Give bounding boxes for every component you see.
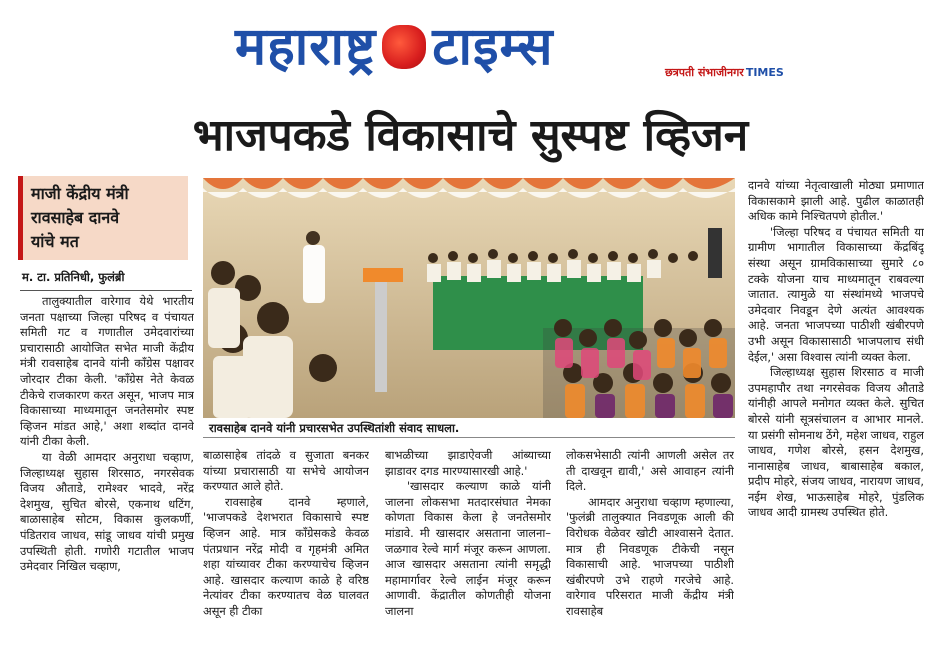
paragraph: या वेळी आमदार अनुराधा चव्हाण, जिल्हाध्यक्ष सुहास शिरसाठ, नगरसेवक विजय औताडे, रामेश्वर भादवे, नरेंद्र देशमुख, सुचित बोरसे, एकनाथ धटिंग, बाळासाहेब सोटम, विकास कुलकर्णी, पंडितराव जाधव, सांडू जाधव यांची प्रमुख उपस्थिती होती. गणोरी गटातील भाजप उमेदवार निखिल चव्हाण, xyxy=(20,449,194,574)
article-kicker xyxy=(18,176,188,260)
paragraph: दानवे यांच्या नेतृत्वाखाली मोठ्या प्रमाणात विकासकामे झाली आहे. पुढील काळातही अधिक कामे निश्चितपणे होतील.' xyxy=(748,178,924,224)
article-photo xyxy=(203,178,735,418)
article-column-5 xyxy=(748,178,924,642)
photo-illustration xyxy=(203,178,735,418)
masthead-title xyxy=(235,8,655,78)
kicker-line: रावसाहेब दानवे xyxy=(31,208,120,227)
paragraph: तालुक्यातील वारेगाव येथे भारतीय जनता पक्षाच्या जिल्हा परिषद व पंचायत समिती गट व गणातील उमेदवारांच्या प्रचारासाठी आयोजित सभेत माजी केंद्रीय मंत्री रावसाहेब दानवे यांनी काँग्रेस पक्षावर जोरदार टीका केली. 'काँग्रेस नेते केवळ टीकेचे राजकारण करत असून, भाजप मात्र विकासाच्या माध्यमातून जनतेसमोर स्पष्ट व्हिजन मांडत आहे,' अशा शब्दांत दानवे यांनी टीका केली. xyxy=(20,294,194,449)
kicker-line: यांचे मत xyxy=(31,232,79,251)
masthead xyxy=(0,0,941,100)
paragraph: जिल्हाध्यक्ष सुहास शिरसाठ व माजी उपमहापौर तथा नगरसेवक विजय औताडे यांनीही आपले मनोगत व्यक्त केले. सुचित बोरसे यांनी सूत्रसंचालन व आभार मानले. या प्रसंगी सोमनाथ ठेंगे, महेश जाधव, राहुल जाधव, गणेश बोरसे, हसन देशमुख, नानासाहेब जाधव, बाबासाहेब बकाल, प्रदीप मोहरे, संजय जाधव, नारायण जाधव, नईम शेख, भाऊसाहेब मोहरे, पुंडलिक जाधव आदी ग्रामस्थ उपस्थित होते. xyxy=(748,365,924,520)
article-column-2 xyxy=(203,448,369,642)
paragraph: बाळासाहेब तांदळे व सुजाता बनकर यांच्या प्रचारासाठी या सभेचे आयोजन करण्यात आले होते. xyxy=(203,448,369,494)
article-byline: म. टा. प्रतिनिधी, फुलंब्री xyxy=(22,270,125,284)
masthead-logo-icon xyxy=(382,25,426,69)
kicker-line: माजी केंद्रीय मंत्री xyxy=(31,184,129,203)
paragraph: लोकसभेसाठी त्यांनी आणली असेल तर ती दाखवून द्यावी,' असे आवाहन त्यांनी दिले. xyxy=(566,448,734,494)
masthead-title-left: महाराष्ट्र xyxy=(235,15,377,77)
paragraph: बाभळीच्या झाडाऐवजी आंब्याच्या झाडावर दगड मारण्यासारखी आहे.' xyxy=(385,448,551,478)
masthead-edition xyxy=(665,64,850,82)
byline-divider xyxy=(20,290,192,291)
edition-city: छत्रपती संभाजीनगर xyxy=(665,66,744,79)
photo-caption: रावसाहेब दानवे यांनी प्रचारसभेत उपस्थितांशी संवाद साधला. xyxy=(203,418,735,438)
edition-suffix: TIMES xyxy=(745,66,784,79)
article-column-1 xyxy=(20,294,194,642)
paragraph: रावसाहेब दानवे म्हणाले, 'भाजपकडे देशभरात विकासाचे स्पष्ट व्हिजन आहे. मात्र काँग्रेसकडे केवळ पंतप्रधान नरेंद्र मोदी व गृहमंत्री अमित शहा यांच्यावर टीका करण्याचेच व्हिजन आहे. खासदार कल्याण काळे हे वरिष्ठ नेत्यांवर टीका करण्यातच वेळ घालवत असून ही टीका xyxy=(203,494,369,618)
masthead-title-right: टाइम्स xyxy=(432,15,554,77)
article-column-3 xyxy=(385,448,551,642)
paragraph: आमदार अनुराधा चव्हाण म्हणाल्या, 'फुलंब्री तालुक्यात निवडणूक आली की विरोधक वेळेवर खोटी आश्वासने देतात. मात्र ही निवडणूक टीकेची नसून विकासाची आहे. भाजपच्या पाठीशी खंबीरपणे उभे राहणे गरजेचे आहे. वारेगाव परिसरात माजी केंद्रीय मंत्री रावसाहेब xyxy=(566,494,734,618)
article-headline: भाजपकडे विकासाचे सुस्पष्ट व्हिजन xyxy=(192,110,749,161)
paragraph: 'खासदार कल्याण काळे यांनी जालना लोकसभा मतदारसंघात नेमका कोणता विकास केला हे जनतेसमोर मांडावे. मी खासदार असताना जालना–जळगाव रेल्वे मार्ग मंजूर करून आणला. आज खासदार असताना त्यांनी समृद्धी महामार्गावर रेल्वे लाईन मंजूर करून आणावी. केंद्रातील कोणतीही योजना जालना xyxy=(385,479,551,618)
paragraph: 'जिल्हा परिषद व पंचायत समिती या ग्रामीण भागातील विकासाच्या केंद्रबिंदू संस्था असून ग्रामविकासाच्या सुमारे ८० टक्के योजना याच माध्यमातून राबवल्या जातात. त्यामुळे या संस्थांमध्ये भाजपचे उमेदवार निवडून देणे अत्यंत आवश्यक आहे. जनता भाजपच्या पाठीशी खंबीरपणे उभी असून विकासासाठी भाजपलाच संधी देईल,' असा विश्वास त्यांनी व्यक्त केला. xyxy=(748,224,924,364)
article-column-4 xyxy=(566,448,734,642)
